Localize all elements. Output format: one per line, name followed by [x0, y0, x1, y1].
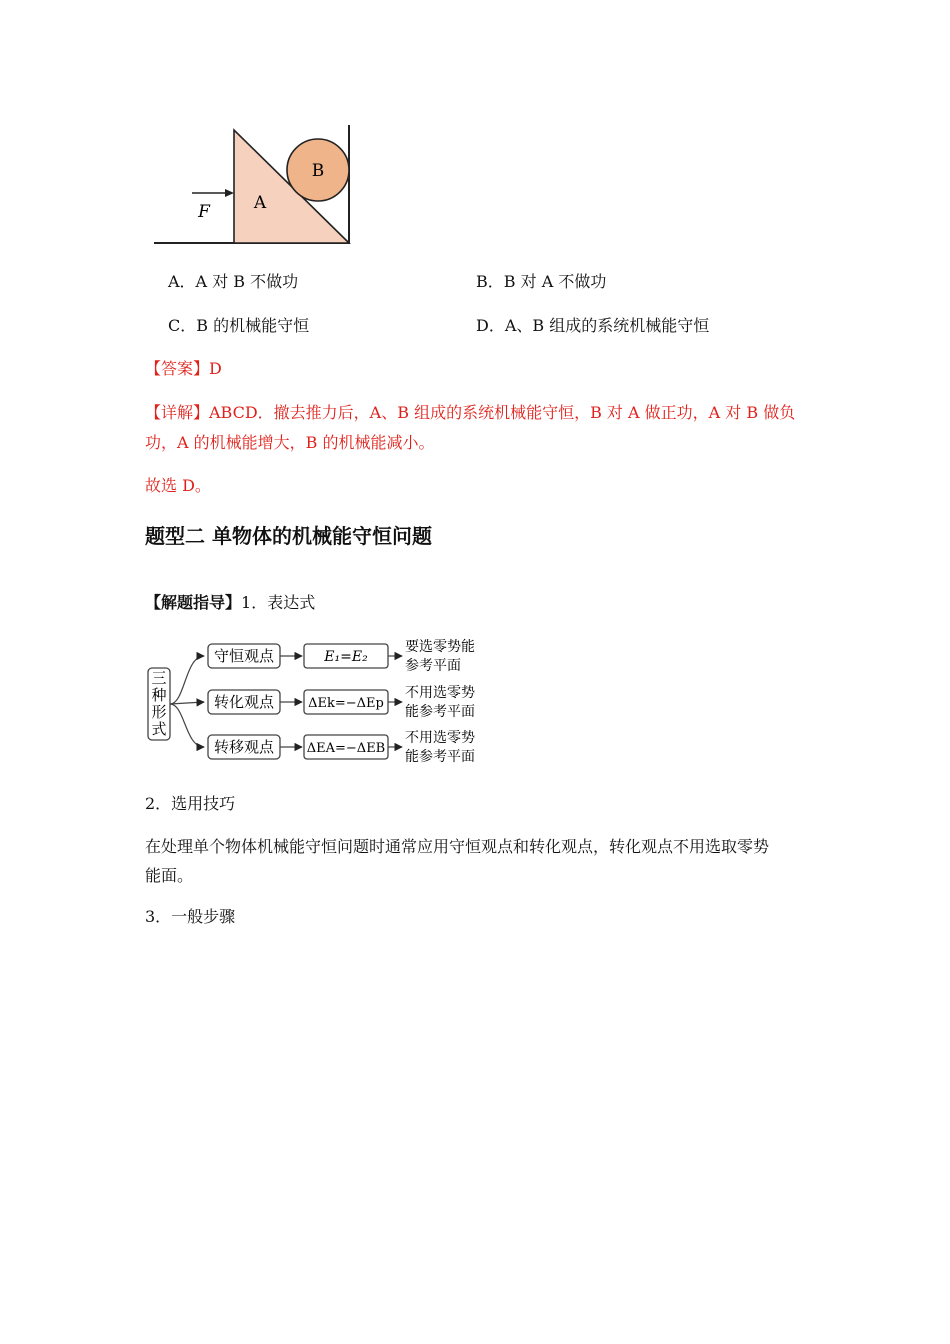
- root-char-3: 形: [151, 703, 167, 721]
- wedge-ball-figure: [140, 115, 370, 255]
- formula-1: E₁=E₂: [324, 649, 368, 665]
- option-a: A．A 对 B 不做功: [168, 272, 299, 291]
- guide-tag: 【解题指导】: [145, 593, 242, 612]
- note-3a: 不用选零势: [405, 730, 475, 746]
- answer-line: 【答案】D: [145, 359, 222, 378]
- explanation-line-1: 【详解】ABCD．撤去推力后，A、B 组成的系统机械能守恒，B 对 A 做正功，A 对 B 做负: [145, 403, 796, 422]
- label-b: B: [311, 161, 325, 181]
- view-label-1: 守恒观点: [213, 647, 275, 665]
- item-2-body-line-2: 能面。: [145, 866, 194, 885]
- note-2a: 不用选零势: [405, 685, 475, 701]
- root-char-2: 种: [151, 686, 167, 704]
- option-c: C．B 的机械能守恒: [168, 316, 310, 335]
- force-arrow-head: [225, 189, 234, 197]
- note-2b: 能参考平面: [405, 704, 475, 720]
- item-2-heading: 2．选用技巧: [145, 794, 236, 813]
- section-title: 题型二 单物体的机械能守恒问题: [145, 524, 432, 548]
- explanation-line-2: 功，A 的机械能增大，B 的机械能减小。: [145, 433, 435, 452]
- note-1a: 要选零势能: [405, 639, 475, 655]
- formula-2: ΔEk=−ΔEp: [308, 696, 384, 711]
- guide-line: [145, 593, 315, 613]
- view-label-2: 转化观点: [213, 693, 275, 711]
- root-char-1: 三: [151, 669, 167, 687]
- connector-top: [170, 656, 204, 704]
- conclusion-line: 故选 D。: [145, 476, 211, 495]
- three-forms-diagram: [140, 632, 500, 774]
- item-2-body-line-1: 在处理单个物体机械能守恒问题时通常应用守恒观点和转化观点，转化观点不用选取零势: [145, 837, 770, 856]
- item-3-heading: 3．一般步骤: [145, 907, 236, 926]
- option-b: B．B 对 A 不做功: [476, 272, 607, 291]
- label-a: A: [253, 193, 267, 213]
- root-char-4: 式: [151, 720, 167, 738]
- connector-bottom: [170, 704, 204, 747]
- label-f: F: [198, 202, 210, 222]
- view-label-3: 转移观点: [213, 738, 275, 756]
- formula-3: ΔEA=−ΔEB: [306, 741, 386, 756]
- guide-item-1: 1．表达式: [241, 593, 316, 612]
- note-1b: 参考平面: [405, 658, 461, 674]
- note-3b: 能参考平面: [405, 749, 475, 765]
- option-d: D．A、B 组成的系统机械能守恒: [476, 316, 710, 335]
